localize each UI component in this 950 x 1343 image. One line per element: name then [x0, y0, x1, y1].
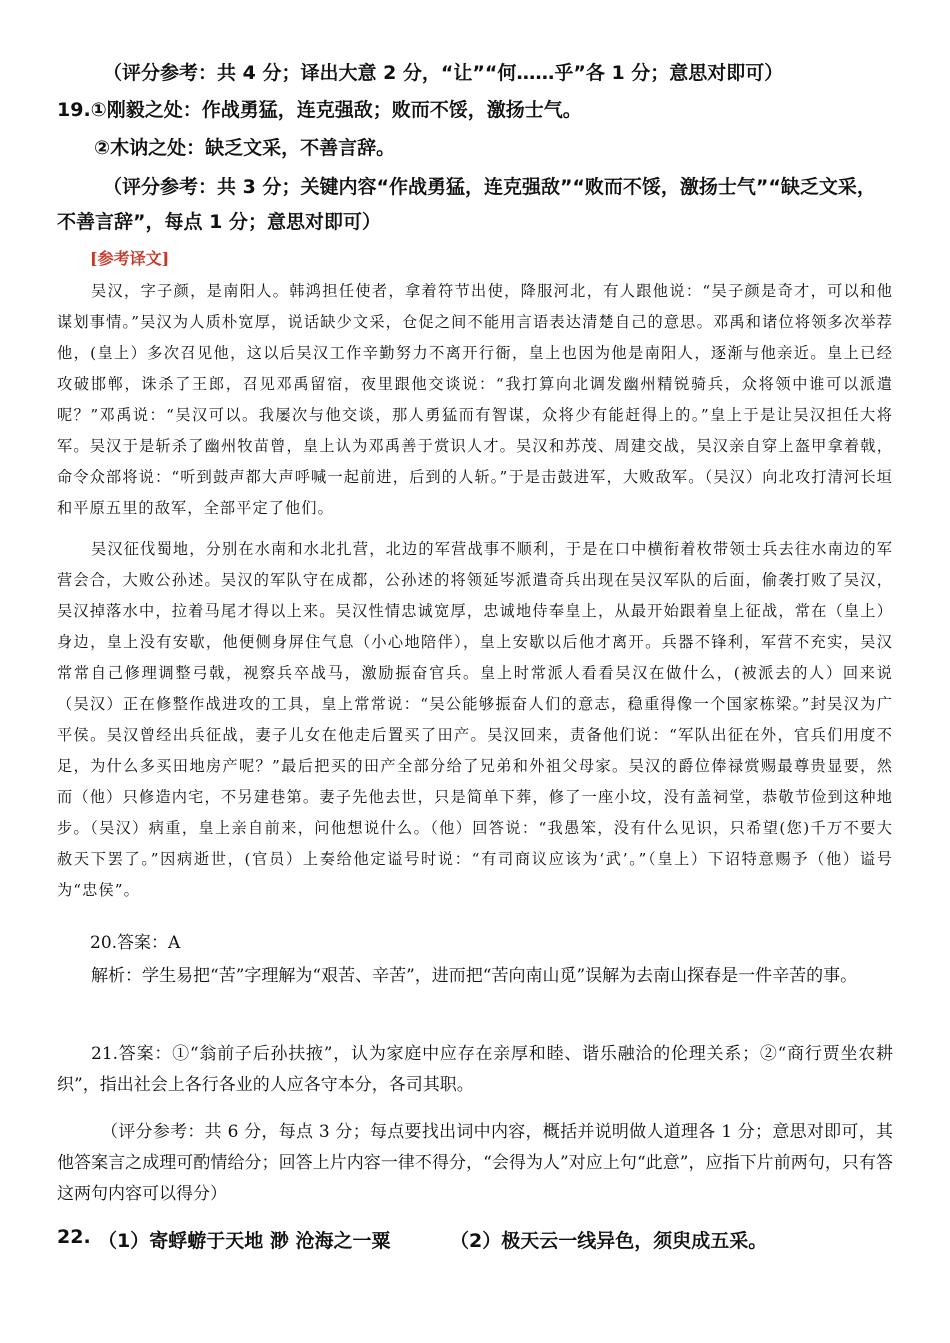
translation-paragraph-2: 吴汉征伐蜀地，分别在水南和水北扎营，北边的军营战事不顺利，于是在口中横衔着枚带领士兵去往水南边的军营会合，大败公孙述。吴汉的军队守在成都，公孙述的将领延岑派遣奇兵出现在吴汉军队的后面，偷袭打败了吴汉，吴汉掉落水中，拉着马尾才得以上来。吴汉性情忠诚宽厚，忠诚地侍奉皇上，从最开始跟着皇上征战，常在（皇上）身边，皇上没有安歇，他便侧身屏住气息（小心地陪伴），皇上安歇以后他才离开。兵器不锋利，军营不充实，吴汉常常自己修理调整弓戟，视察兵卒战马，激励振奋官兵。皇上时常派人看看吴汉在做什么，(被派去的人）回来说（吴汉）正在修整作战进攻的工具，皇上常常说：“吴公能够振奋人们的意志，稳重得像一个国家栋梁。”封吴汉为广平侯。吴汉曾经出兵征战，妻子儿女在他走后置买了田产。吴汉回来，责备他们说：“军队出征在外，官兵们用度不足，为什么多买田地房产呢？”最后把买的田产全部分给了兄弟和外祖父母家。吴汉的爵位俸禄赏赐最尊贵显要，然而（他）只修造内宅，不另建巷第。妻子先他去世，只是简单下葬，修了一座小坟，没有盖祠堂，恭敬节俭到这种地步。（吴汉）病重，皇上亲自前来，问他想说什么。（他）回答说：“我愚笨，没有什么见识，只希望(您)千万不要大赦天下罢了。”因病逝世，(官员）上奏给他定谥号时说：“有司商议应该为‘武’。”（皇上）下诏特意赐予（他）谥号为“忠侯”。 [57, 540, 893, 899]
translation-heading: [参考译文] [90, 249, 170, 268]
q19-answer-line1: 19.①刚毅之处：作战勇猛，连克强敌；败而不馁，激扬士气。 [57, 99, 582, 121]
q18-scoring-text: （评分参考：共 4 分；译出大意 2 分，“让”“何……乎”各 1 分；意思对即可） [103, 62, 784, 84]
q22-part1: （1）寄蜉蝣于天地 渺 沧海之一粟 [98, 1230, 391, 1252]
q22-part2: （2）极天云一线异色，须臾成五采。 [450, 1230, 768, 1252]
q21-answer: 21.答案：①“翁前子后孙扶掖”，认为家庭中应存在亲厚和睦、谐乐融洽的伦理关系；②“商行贾坐农耕织”，指出社会上各行各业的人应各守本分，各司其职。 [57, 1044, 893, 1095]
translation-paragraph-1: 吴汉，字子颜，是南阳人。韩鸿担任使者，拿着符节出使，降服河北，有人跟他说：“吴子颜是奇才，可以和他谋划事情。”吴汉为人质朴宽厚，说话缺少文采，仓促之间不能用言语表达清楚自己的意思。邓禹和诸位将领多次举荐他，(皇上）多次召见他，这以后吴汉工作辛勤努力不离开行衙，皇上也因为他是南阳人，逐渐与他亲近。皇上已经攻破邯郸，诛杀了王郎，召见邓禹留宿，夜里跟他交谈说：“我打算向北调发幽州精锐骑兵，众将领中谁可以派遣呢？”邓禹说：“吴汉可以。我屡次与他交谈，那人勇猛而有智谋，众将少有能赶得上的。”皇上于是让吴汉担任大将军。吴汉于是斩杀了幽州牧苗曾，皇上认为邓禹善于赏识人才。吴汉和苏茂、周建交战，吴汉亲自穿上盔甲拿着戟，命令众部将说：“听到鼓声都大声呼喊一起前进，后到的人斩。”于是击鼓进军，大败敌军。（吴汉）向北攻打清河长垣和平原五里的敌军，全部平定了他们。 [57, 282, 893, 517]
q19-answer-line2: ②木讷之处：缺乏文采，不善言辞。 [94, 137, 396, 159]
q20-analysis: 解析：学生易把“苦”字理解为“艰苦、辛苦”，进而把“苦向南山觅”误解为去南山探春是一件辛苦的事。 [91, 966, 858, 986]
q19-scoring-line1: （评分参考：共 3 分；关键内容“作战勇猛，连克强敌”“败而不馁，激扬士气”“缺乏文采， [103, 176, 876, 198]
q22-number: 22. [57, 1226, 91, 1248]
q21-scoring: （评分参考：共 6 分，每点 3 分；每点要找出词中内容，概括并说明做人道理各 1 分；意思对即可，其他答案言之成理可酌情给分；回答上片内容一律不得分，“会得为人”对应上句“此意”，应指下片前两句，只有答这两句内容可以得分） [57, 1122, 893, 1204]
q19-scoring-line2: 不善言辞”，每点 1 分；意思对即可） [57, 211, 381, 233]
q20-answer: 20.答案：A [90, 933, 181, 953]
